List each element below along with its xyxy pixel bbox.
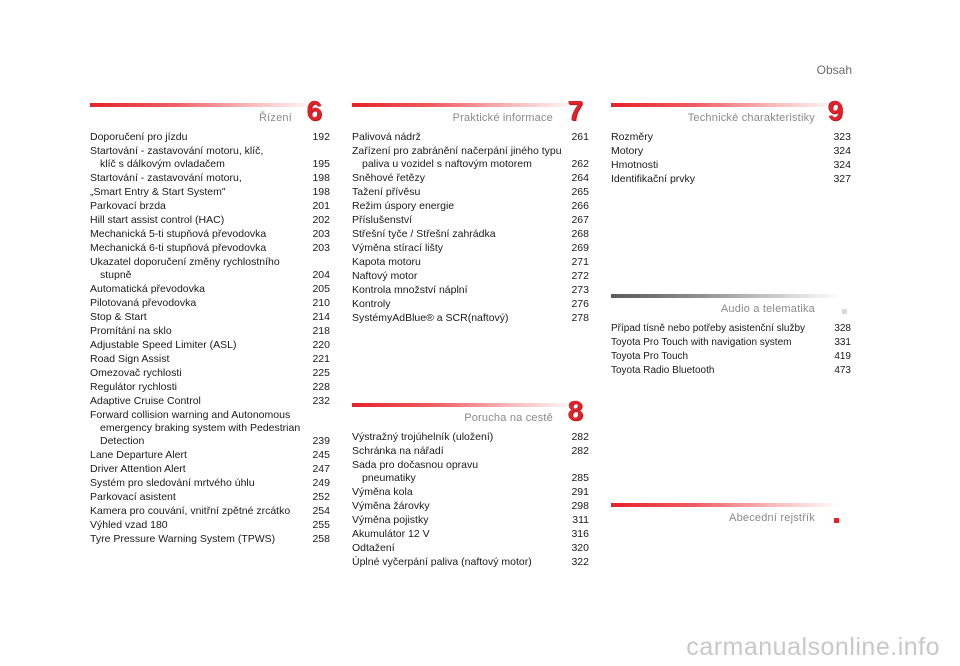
entry-title <box>90 242 308 255</box>
entry-page-number: 272 <box>571 270 589 282</box>
entry-page-number: 323 <box>833 131 851 143</box>
entry-page-number: 247 <box>312 463 330 475</box>
entry-page-number: 264 <box>571 172 589 184</box>
entry-title-line: emergency braking system with Pedestrian <box>100 422 301 434</box>
section-number: 8 <box>567 395 583 426</box>
entry-title-line: Toyota Pro Touch with navigation system <box>611 337 792 348</box>
entry-title <box>611 322 829 335</box>
entry-title-line: pneumatiky <box>362 472 416 484</box>
entry-title <box>90 256 308 282</box>
entry-list <box>352 131 589 325</box>
toc-entry[interactable] <box>611 336 851 349</box>
entry-title-line: Forward collision warning and Autonomous <box>90 409 291 421</box>
entry-page-number: 278 <box>571 312 589 324</box>
entry-title-line: Hill start assist control (HAC) <box>90 214 225 226</box>
entry-title <box>352 270 567 283</box>
toc-entry[interactable] <box>90 228 330 241</box>
entry-title <box>90 449 308 462</box>
entry-title-line: Omezovač rychlosti <box>90 367 182 379</box>
toc-entry[interactable] <box>90 533 330 546</box>
entry-page-number: 258 <box>312 533 330 545</box>
toc-entry[interactable] <box>90 339 330 352</box>
toc-entry[interactable] <box>352 200 589 213</box>
entry-title <box>352 131 567 144</box>
entry-title <box>352 228 567 241</box>
entry-title-line: Naftový motor <box>352 270 418 282</box>
entry-title-line: Palivová nádrž <box>352 131 421 143</box>
entry-page-number: 254 <box>312 505 330 517</box>
entry-title <box>352 256 567 269</box>
entry-page-number: 232 <box>312 395 330 407</box>
entry-page-number: 273 <box>571 284 589 296</box>
section-header <box>611 503 851 531</box>
entry-title-line: Výměna pojistky <box>352 514 429 526</box>
toc-entry[interactable] <box>90 325 330 338</box>
entry-page-number: 322 <box>571 556 589 568</box>
toc-entry[interactable] <box>352 284 589 297</box>
section-porucha-na-ceste <box>352 395 589 570</box>
entry-title <box>352 172 567 185</box>
entry-title-line: Výměna stírací lišty <box>352 242 444 254</box>
entry-page-number: 201 <box>312 200 330 212</box>
entry-title-line: Toyota Pro Touch <box>611 351 689 362</box>
entry-page-number: 316 <box>571 528 589 540</box>
entry-title-line: Kontroly <box>352 298 391 310</box>
section-marker <box>842 309 847 314</box>
entry-title-line: Zařízení pro zabránění načerpání jiného typu <box>352 145 562 157</box>
entry-title-line: Kapota motoru <box>352 256 421 268</box>
entry-title <box>90 409 308 448</box>
entry-page-number: 327 <box>833 173 851 185</box>
entry-title <box>90 339 308 352</box>
section-technicke-charakteristiky <box>611 95 851 187</box>
entry-title <box>90 519 308 532</box>
toc-entry[interactable] <box>352 214 589 227</box>
entry-page-number: 239 <box>312 435 330 447</box>
entry-title-line: stupně <box>100 269 132 281</box>
entry-title-line: „Smart Entry & Start System" <box>90 186 226 198</box>
entry-title-line: Motory <box>611 145 644 157</box>
toc-entry[interactable] <box>352 486 589 499</box>
entry-title-line: Startování - zastavování motoru, klíč, <box>90 145 264 157</box>
toc-entry[interactable] <box>352 312 589 325</box>
entry-title-line: Střešní tyče / Střešní zahrádka <box>352 228 496 240</box>
toc-entry[interactable] <box>90 409 330 448</box>
entry-page-number: 204 <box>312 269 330 281</box>
section-marker <box>834 518 839 523</box>
toc-entry[interactable] <box>90 463 330 476</box>
entry-title-line: Rozměry <box>611 131 654 143</box>
entry-title-line: Systém pro sledování mrtvého úhlu <box>90 477 255 489</box>
toc-entry[interactable] <box>352 172 589 185</box>
section-header <box>352 395 589 431</box>
toc-entry[interactable] <box>611 350 851 363</box>
toc-entry[interactable] <box>90 297 330 310</box>
entry-title-line: Parkovací brzda <box>90 200 166 212</box>
entry-title <box>352 514 567 527</box>
toc-entry[interactable] <box>90 186 330 199</box>
toc-entry[interactable] <box>90 145 330 171</box>
section-number: 9 <box>827 95 843 126</box>
section-bar <box>611 294 841 298</box>
entry-title-line: Regulátor rychlosti <box>90 381 177 393</box>
toc-entry[interactable] <box>352 242 589 255</box>
entry-page-number: 262 <box>571 158 589 170</box>
entry-page-number: 245 <box>312 449 330 461</box>
section-number: 6 <box>306 95 322 126</box>
toc-entry[interactable] <box>611 159 851 172</box>
toc-entry[interactable] <box>352 542 589 555</box>
entry-title-line: Doporučení pro jízdu <box>90 131 188 143</box>
entry-page-number: 205 <box>312 283 330 295</box>
entry-title <box>352 528 567 541</box>
entry-page-number: 252 <box>312 491 330 503</box>
entry-title <box>611 336 829 349</box>
entry-title-line: Toyota Radio Bluetooth <box>611 365 715 376</box>
toc-entry[interactable] <box>90 477 330 490</box>
entry-page-number: 311 <box>572 514 589 526</box>
entry-page-number: 221 <box>312 353 330 365</box>
entry-title <box>90 228 308 241</box>
entry-title-line: Příslušenství <box>352 214 413 226</box>
toc-entry[interactable] <box>352 270 589 283</box>
entry-title <box>90 477 308 490</box>
toc-entry[interactable] <box>352 514 589 527</box>
section-header <box>90 95 330 131</box>
entry-title <box>352 459 567 485</box>
page-header: Obsah <box>816 63 852 77</box>
entry-title <box>611 364 829 377</box>
entry-page-number: 198 <box>312 186 330 198</box>
toc-entry[interactable] <box>90 242 330 255</box>
entry-page-number: 276 <box>571 298 589 310</box>
entry-title-line: Mechanická 6-ti stupňová převodovka <box>90 242 267 254</box>
entry-title-line: Lane Departure Alert <box>90 449 187 461</box>
entry-page-number: 214 <box>312 311 330 323</box>
entry-title <box>90 283 308 296</box>
entry-page-number: 271 <box>571 256 589 268</box>
entry-title-line: Režim úspory energie <box>352 200 455 212</box>
entry-title-line: Výhled vzad 180 <box>90 519 168 531</box>
entry-title <box>90 297 308 310</box>
entry-page-number: 203 <box>312 228 330 240</box>
entry-title-line: Kamera pro couvání, vnitřní zpětné zrcátko <box>90 505 291 517</box>
entry-page-number: 198 <box>312 172 330 184</box>
entry-title-line: Tažení přívěsu <box>352 186 421 198</box>
entry-title <box>352 542 567 555</box>
toc-entry[interactable] <box>90 172 330 185</box>
entry-title-line: Výměna kola <box>352 486 413 498</box>
entry-page-number: 285 <box>571 472 589 484</box>
toc-entry[interactable] <box>611 173 851 186</box>
toc-entry[interactable] <box>90 449 330 462</box>
toc-entry[interactable] <box>352 131 589 144</box>
entry-title <box>611 173 829 186</box>
toc-entry[interactable] <box>352 228 589 241</box>
toc-entry[interactable] <box>611 145 851 158</box>
entry-page-number: 267 <box>571 214 589 226</box>
entry-page-number: 210 <box>312 297 330 309</box>
toc-entry[interactable] <box>611 364 851 377</box>
entry-title-line: Akumulátor 12 V <box>352 528 430 540</box>
entry-page-number: 218 <box>312 325 330 337</box>
section-prakticke-informace <box>352 95 589 326</box>
entry-page-number: 220 <box>312 339 330 351</box>
entry-title-line: Sada pro dočasnou opravu <box>352 459 479 471</box>
toc-entry[interactable] <box>90 519 330 532</box>
entry-page-number: 203 <box>312 242 330 254</box>
entry-title <box>352 214 567 227</box>
entry-title <box>90 533 308 546</box>
entry-title-line: Promítání na sklo <box>90 325 172 337</box>
entry-title-line: Adjustable Speed Limiter (ASL) <box>90 339 237 351</box>
entry-title <box>352 298 567 311</box>
entry-page-number: 419 <box>834 351 851 362</box>
entry-title <box>352 242 567 255</box>
entry-title-line: Adaptive Cruise Control <box>90 395 201 407</box>
entry-title-line: Ukazatel doporučení změny rychlostního <box>90 256 280 268</box>
entry-title-line: Výměna žárovky <box>352 500 430 512</box>
entry-title-line: Automatická převodovka <box>90 283 205 295</box>
entry-title <box>90 367 308 380</box>
entry-title-line: Road Sign Assist <box>90 353 170 365</box>
toc-entry[interactable] <box>90 200 330 213</box>
entry-page-number: 225 <box>312 367 330 379</box>
entry-title-line: Identifikační prvky <box>611 173 696 185</box>
toc-entry[interactable] <box>352 500 589 513</box>
entry-title-line: Případ tísně nebo potřeby asistenční služby <box>611 323 806 334</box>
entry-title-line: Startování - zastavování motoru, <box>90 172 242 184</box>
entry-title <box>352 486 567 499</box>
entry-title-line: Sněhové řetězy <box>352 172 425 184</box>
entry-page-number: 291 <box>571 486 589 498</box>
section-title[interactable]: Abecední rejstřík <box>729 512 815 524</box>
entry-title-line: Mechanická 5-ti stupňová převodovka <box>90 228 267 240</box>
entry-title <box>90 463 308 476</box>
entry-title-line: Parkovací asistent <box>90 491 176 503</box>
entry-page-number: 269 <box>571 242 589 254</box>
entry-page-number: 282 <box>571 431 589 443</box>
toc-entry[interactable] <box>611 131 851 144</box>
toc-entry[interactable] <box>90 214 330 227</box>
toc-entry[interactable] <box>352 256 589 269</box>
toc-entry[interactable] <box>90 131 330 144</box>
entry-list <box>611 322 851 377</box>
entry-page-number: 328 <box>834 323 851 334</box>
entry-page-number: 331 <box>834 337 851 348</box>
entry-title <box>90 325 308 338</box>
entry-title <box>352 145 567 171</box>
entry-title-line: Schránka na nářadí <box>352 445 444 457</box>
entry-title <box>90 186 308 199</box>
entry-title <box>352 445 567 458</box>
entry-title-line: Driver Attention Alert <box>90 463 186 475</box>
section-title[interactable]: Praktické informace <box>452 112 553 124</box>
entry-page-number: 324 <box>833 159 851 171</box>
toc-entry[interactable] <box>352 298 589 311</box>
toc-entry[interactable] <box>90 381 330 394</box>
entry-page-number: 261 <box>571 131 589 143</box>
entry-title <box>90 353 308 366</box>
toc-entry[interactable] <box>352 556 589 569</box>
entry-title <box>90 491 308 504</box>
entry-page-number: 324 <box>833 145 851 157</box>
entry-title-line: SystémyAdBlue® a SCR(naftový) <box>352 312 509 324</box>
toc-entry[interactable] <box>90 283 330 296</box>
section-bar <box>611 503 841 507</box>
entry-page-number: 195 <box>312 158 330 170</box>
entry-page-number: 265 <box>571 186 589 198</box>
watermark: carmanualsonline.info <box>686 633 940 661</box>
entry-title <box>352 312 567 325</box>
toc-entry[interactable] <box>611 322 851 335</box>
toc-entry[interactable] <box>352 528 589 541</box>
entry-title-line: Úplné vyčerpání paliva (naftový motor) <box>352 556 532 568</box>
entry-title <box>90 214 308 227</box>
section-title[interactable]: Audio a telematika <box>720 303 815 315</box>
entry-page-number: 228 <box>312 381 330 393</box>
toc-entry[interactable] <box>352 459 589 485</box>
entry-title-line: Hmotnosti <box>611 159 659 171</box>
entry-page-number: 473 <box>834 365 851 376</box>
entry-title <box>611 159 829 172</box>
section-abecedni-rejstrik <box>611 503 851 531</box>
entry-page-number: 192 <box>312 131 330 143</box>
section-header <box>352 95 589 131</box>
entry-title-line: Tyre Pressure Warning System (TPWS) <box>90 533 276 545</box>
toc-entry[interactable] <box>90 353 330 366</box>
entry-title-line: Odtažení <box>352 542 395 554</box>
toc-entry[interactable] <box>90 395 330 408</box>
entry-page-number: 282 <box>571 445 589 457</box>
entry-page-number: 268 <box>571 228 589 240</box>
entry-title <box>90 131 308 144</box>
entry-title <box>90 311 308 324</box>
entry-list <box>611 131 851 186</box>
toc-entry[interactable] <box>352 145 589 171</box>
entry-title <box>352 556 567 569</box>
section-number: 7 <box>567 95 583 126</box>
entry-title <box>352 186 567 199</box>
entry-title <box>611 145 829 158</box>
entry-title <box>352 200 567 213</box>
section-title[interactable]: Porucha na cestě <box>464 412 553 424</box>
entry-title <box>352 284 567 297</box>
section-rizeni <box>90 95 330 547</box>
section-header <box>611 95 851 131</box>
entry-page-number: 298 <box>571 500 589 512</box>
entry-list <box>90 131 330 546</box>
entry-title-line: Stop & Start <box>90 311 147 323</box>
entry-page-number: 255 <box>312 519 330 531</box>
section-header <box>611 294 851 322</box>
section-bar <box>90 103 318 107</box>
toc-entry[interactable] <box>352 445 589 458</box>
toc-entry[interactable] <box>352 186 589 199</box>
entry-title <box>90 381 308 394</box>
entry-title <box>352 500 567 513</box>
section-title[interactable]: Řízení <box>259 112 292 124</box>
entry-title-line: Kontrola množství náplní <box>352 284 468 296</box>
entry-page-number: 249 <box>312 477 330 489</box>
section-audio-telematika <box>611 294 851 378</box>
toc-entry[interactable] <box>90 367 330 380</box>
section-bar <box>611 103 841 107</box>
entry-page-number: 320 <box>571 542 589 554</box>
entry-page-number: 202 <box>312 214 330 226</box>
entry-page-number: 266 <box>571 200 589 212</box>
toc-entry[interactable] <box>90 311 330 324</box>
entry-title <box>90 200 308 213</box>
entry-title <box>90 505 308 518</box>
toc-entry[interactable] <box>90 505 330 518</box>
section-bar <box>352 103 578 107</box>
toc-entry[interactable] <box>90 491 330 504</box>
entry-title <box>90 145 308 171</box>
entry-title <box>611 131 829 144</box>
entry-title <box>611 350 829 363</box>
entry-title <box>90 395 308 408</box>
section-title[interactable]: Technické charakteristiky <box>687 112 815 124</box>
section-bar <box>352 403 578 407</box>
toc-entry[interactable] <box>352 431 589 444</box>
entry-title-line: Výstražný trojúhelník (uložení) <box>352 431 494 443</box>
entry-title-line: klíč s dálkovým ovladačem <box>100 158 225 170</box>
entry-title <box>90 172 308 185</box>
entry-title <box>352 431 567 444</box>
entry-title-line: Pilotovaná převodovka <box>90 297 197 309</box>
toc-entry[interactable] <box>90 256 330 282</box>
entry-list <box>352 431 589 569</box>
entry-title-line: paliva u vozidel s naftovým motorem <box>362 158 532 170</box>
entry-title-line: Detection <box>100 435 145 447</box>
